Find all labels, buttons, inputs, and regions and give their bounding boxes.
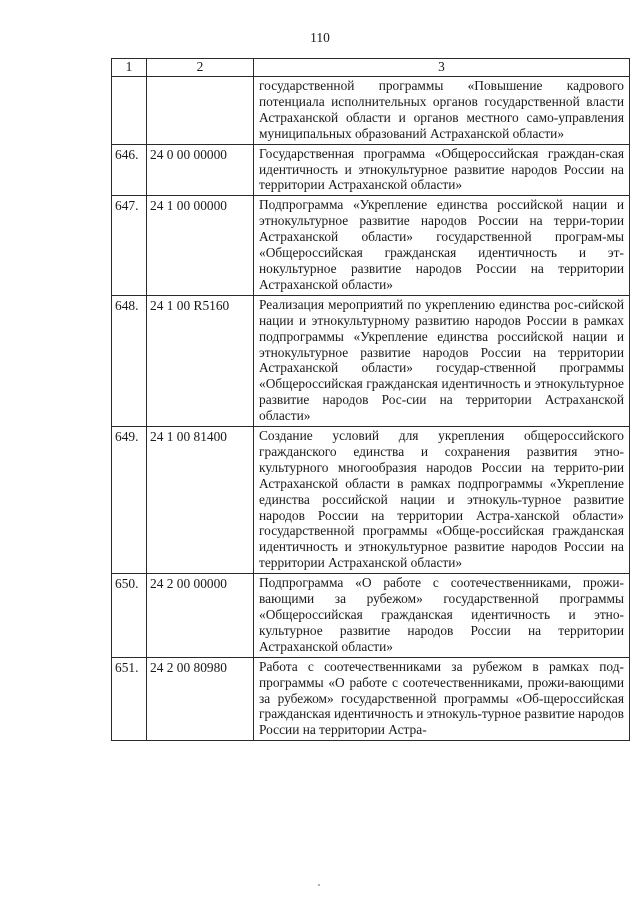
row-description: Подпрограмма «Укрепление единства российской нации и этнокультурное развитие народов России на терри-тории Астраханской области» государственной програм-мы «Общероссийская гражданская идентичность и эт-нокультурное развитие народов России на территории Астраханской области» [254,196,630,295]
table-row [112,657,630,741]
row-description: Подпрограмма «О работе с соотечественниками, прожи-вающими за рубежом» государственной программы «Общероссийская гражданская идентичность и этно-культурное развитие народов России на территории Астраханской области» [254,574,630,658]
table-row [112,427,630,574]
row-description: Создание условий для укрепления общероссийского гражданского единства и сохранения развития этно-культурного многообразия народов России на террито-рии Астраханской области в рамках подпрограммы «Укрепление единства российской нации и этнокуль-турное развитие народов России на территории Астра-ханской области» государственной программы «Обще-российская гражданская идентичность и этнокультурное развитие народов России на территории Астраханской области» [254,427,630,574]
row-description: Государственная программа «Общероссийская граждан-ская идентичность и этнокультурное развитие народов России на территории Астраханской области» [254,144,630,196]
row-code: 24 0 00 00000 [147,144,254,196]
row-number: 648. [112,295,147,426]
header-col-1: 1 [112,59,147,77]
header-col-2: 2 [147,59,254,77]
scan-dot-mark [318,884,320,886]
row-number [112,77,147,145]
row-code: 24 2 00 00000 [147,574,254,658]
row-number: 651. [112,657,147,741]
row-description: Работа с соотечественниками за рубежом в рамках под-программы «О работе с соотечественниками, прожи-вающими за рубежом» государственной программы «Об-щероссийская гражданская идентичность и этнокуль-турное развитие народов России на территории Астра- [254,657,630,741]
row-number: 649. [112,427,147,574]
table-header-row [112,59,630,77]
table-row [112,196,630,295]
row-number: 647. [112,196,147,295]
row-description: Реализация мероприятий по укреплению единства рос-сийской нации и этнокультурному развитию народов России в рамках подпрограммы «Укрепление единства российской нации и этнокультурное развитие народов России на территории Астраханской области» государ-ственной программы «Общероссийская гражданская идентичность и этнокультурное развитие народов Рос-сии на территории Астраханской области» [254,295,630,426]
row-number: 646. [112,144,147,196]
page-number: 110 [310,30,330,45]
table-row [112,144,630,196]
row-code: 24 1 00 00000 [147,196,254,295]
row-code: 24 2 00 80980 [147,657,254,741]
row-code [147,77,254,145]
header-col-3: 3 [254,59,630,77]
table-row [112,574,630,658]
row-code: 24 1 00 R5160 [147,295,254,426]
row-code: 24 1 00 81400 [147,427,254,574]
classification-table [111,58,630,741]
row-description: государственной программы «Повышение кадрового потенциала исполнительных органов государственной власти Астраханской области и органов местного само-управления муниципальных образований Астраханской области» [254,77,630,145]
table-row [112,77,630,145]
table-row [112,295,630,426]
row-number: 650. [112,574,147,658]
